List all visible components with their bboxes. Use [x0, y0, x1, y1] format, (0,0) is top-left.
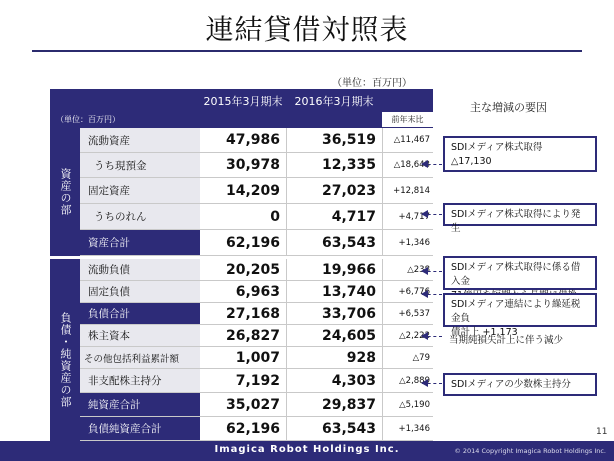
- value-diff: +1,346: [382, 230, 433, 255]
- table-row-total: [80, 303, 433, 325]
- value-2016: 12,335: [286, 153, 382, 177]
- value-diff: △79: [382, 347, 433, 368]
- value-2015: 62,196: [225, 234, 280, 251]
- row-label: 固定資産: [80, 178, 200, 203]
- table-row: [80, 369, 433, 393]
- table-row: [80, 204, 433, 230]
- row-label: 負債純資産合計: [80, 417, 200, 440]
- callout-text: SDIメディア株式取得に係る借入金: [451, 262, 581, 287]
- value-2016: 4,303: [286, 369, 382, 392]
- table-subheader: [50, 112, 433, 128]
- page-title: 連結貸借対照表: [205, 13, 409, 46]
- callout-text: SDIメディア株式取得により発生: [451, 209, 581, 234]
- table-header: [50, 89, 433, 112]
- row-label: 固定負債: [80, 281, 200, 302]
- value-2015: 30,978: [225, 157, 280, 173]
- table-unit-label: （単位：百万円）: [50, 112, 200, 128]
- value-2015: 14,209: [225, 182, 280, 199]
- arrow-left-icon: [422, 214, 442, 215]
- header-prev-year-diff: 前年末比: [382, 112, 433, 128]
- value-2015: 27,168: [225, 305, 280, 322]
- arrow-left-icon: [422, 271, 442, 272]
- row-label: 負債合計: [80, 303, 200, 324]
- value-diff: +6,776: [382, 281, 433, 302]
- value-2015: 47,986: [225, 132, 280, 148]
- row-label: 非支配株主持分: [80, 369, 200, 392]
- table-row: [80, 259, 433, 281]
- value-diff: +1,346: [382, 417, 433, 440]
- title-divider: [32, 50, 582, 52]
- section-liabilities-equity: 負債・純資産の部: [50, 259, 80, 461]
- value-diff: △18,643: [382, 153, 433, 177]
- value-2016: 928: [286, 347, 382, 368]
- value-2015: 62,196: [225, 420, 280, 437]
- value-2016: 4,717: [286, 204, 382, 229]
- footer-bar: [0, 441, 614, 461]
- header-year-2016: 2016年3月期末: [294, 95, 374, 108]
- value-diff: △5,190: [382, 393, 433, 416]
- section-assets: 資産の部: [50, 128, 80, 256]
- row-label: うちのれん: [80, 204, 200, 229]
- value-diff: △2,222: [382, 325, 433, 346]
- value-diff: △11,467: [382, 128, 433, 152]
- table-row-total: [80, 393, 433, 417]
- callout-deferred-tax: [443, 293, 597, 338]
- table-row: [80, 178, 433, 204]
- value-2015: 20,205: [225, 261, 280, 278]
- value-diff: △2,889: [382, 369, 433, 392]
- callout-text: 債計上 +1,173: [451, 327, 518, 338]
- footer-copyright: © 2014 Copyright Imagica Robot Holdings Inc.: [454, 447, 606, 455]
- table-row: [80, 325, 433, 347]
- table-row: [80, 347, 433, 369]
- table-row: [80, 153, 433, 178]
- arrow-left-icon: [422, 294, 442, 295]
- row-label: 流動負債: [80, 259, 200, 280]
- row-label: 株主資本: [80, 325, 200, 346]
- header-year-2015: 2015年3月期末: [203, 95, 283, 108]
- value-2016: 36,519: [286, 128, 382, 152]
- value-2016: 29,837: [286, 393, 382, 416]
- table-row-total: [80, 230, 433, 256]
- callout-text: SDIメディア株式取得: [451, 142, 543, 153]
- value-2015: 35,027: [225, 396, 280, 413]
- row-label: 純資産合計: [80, 393, 200, 416]
- value-diff: +4,717: [382, 204, 433, 229]
- value-2016: 13,740: [286, 281, 382, 302]
- footer-brand: Imagica Robot Holdings Inc.: [214, 444, 400, 455]
- value-2016: 63,543: [286, 417, 382, 440]
- value-2016: 27,023: [286, 178, 382, 203]
- value-2015: 6,963: [235, 283, 280, 300]
- arrow-left-icon: [422, 336, 442, 337]
- callout-text: SDIメディア連結により繰延税金負: [451, 299, 581, 324]
- table-row-total: [80, 417, 433, 441]
- value-2015: 0: [270, 208, 280, 225]
- value-2016: 63,543: [286, 230, 382, 255]
- factors-heading: 主な増減の要因: [470, 101, 547, 114]
- value-2016: 24,605: [286, 325, 382, 346]
- callout-cash-decrease: [443, 136, 597, 172]
- callout-goodwill: [443, 203, 597, 234]
- value-diff: △238: [382, 259, 433, 280]
- row-label: その他包括利益累計額: [80, 347, 200, 368]
- table-row: [80, 128, 433, 153]
- table-row: [80, 281, 433, 303]
- unit-label: （単位：百万円）: [332, 78, 412, 89]
- callout-text: SDIメディアの少数株主持分: [451, 379, 571, 390]
- value-2015: 26,827: [225, 327, 280, 344]
- arrow-left-icon: [422, 164, 442, 165]
- row-label: 流動資産: [80, 128, 200, 152]
- subheader-fill: [200, 112, 382, 128]
- value-2016: 33,706: [286, 303, 382, 324]
- page-number: 11: [596, 427, 608, 437]
- value-2016: 19,966: [286, 259, 382, 280]
- value-2015: 1,007: [235, 349, 280, 366]
- value-diff: +12,814: [382, 178, 433, 203]
- callout-text: 当期純損失計上に伴う減少: [449, 335, 564, 346]
- callout-net-loss: [443, 331, 597, 353]
- callout-minority-interest: [443, 373, 597, 396]
- row-label: 資産合計: [80, 230, 200, 255]
- callout-text: △17,130: [451, 156, 492, 167]
- value-diff: +6,537: [382, 303, 433, 324]
- arrow-left-icon: [422, 383, 442, 384]
- callout-borrowings: [443, 256, 597, 290]
- value-2015: 7,192: [235, 372, 280, 389]
- row-label: うち現預金: [80, 153, 200, 177]
